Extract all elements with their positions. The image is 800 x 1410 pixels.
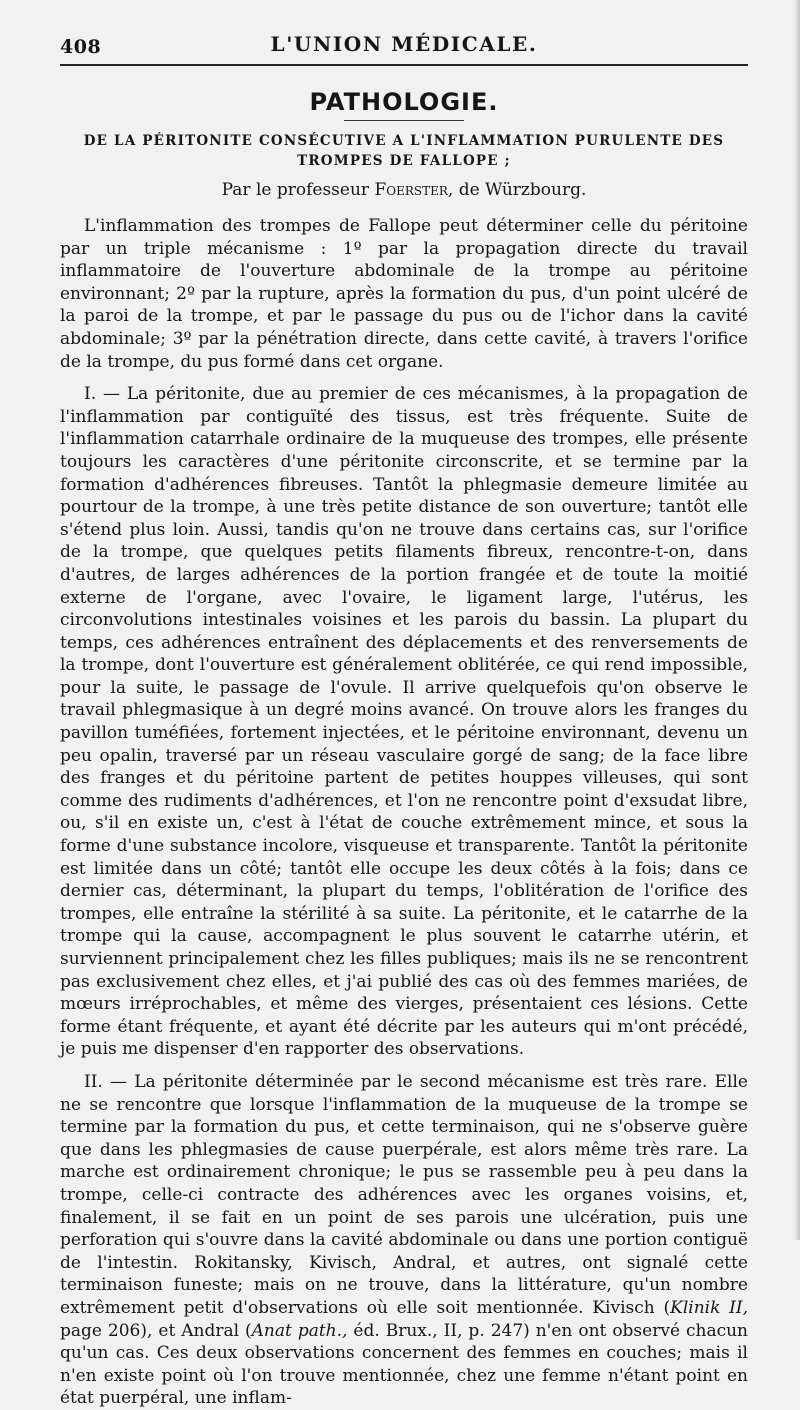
paragraph-section-2-start: II. — La péritonite déterminée par le second mécanisme est très rare. Elle ne se rencontre que lorsque l'inflammation de la muqueuse de la trompe se termine par la formation du pus, et cette terminaison, qui ne s'observe guère que dans les phlegmasies de cause puerpérale, est alors même très rare. La marche est ordinairement chronique; le pus se rassemble peu à peu dans la trompe, celle-ci contracte des adhérences avec les organes voisins, et, finalement, il se fait en un point de ses parois une ulcération, puis une perforation qui s'ouvre dans la cavité abdominale ou dans une portion contiguë de l'intestin. Rokitansky, Kivisch, Andral, et autres, ont signalé cette terminaison funeste; mais on ne trouve, dans la littérature, qu'un nombre extrêmement petit d'observations où elle soit mentionnée. Kivisch (	[60, 1071, 748, 1318]
section-title: PATHOLOGIE.	[309, 88, 499, 116]
byline	[60, 179, 748, 201]
paragraph-section-1: I. — La péritonite, due au premier de ces mécanismes, à la propagation de l'inflammation par contiguïté des tissus, est très fréquente. Suite de l'inflammation catarrhale ordinaire de la muqueuse des trompes, elle présente toujours les caractères d'une péritonite circonscrite, et se termine par la formation d'adhérences fibreuses. Tantôt la phlegmasie demeure limitée au pourtour de la trompe, à une très petite distance de son ouverture; tantôt elle s'étend plus loin. Aussi, tandis qu'on ne trouve dans certains cas, sur l'orifice de la trompe, que quelques petits filaments fibreux, rencontre-t-on, dans d'autres, de larges adhérences de la portion frangée et de toute la moitié externe de l'organe, avec l'ovaire, le ligament large, l'utérus, les circonvolutions intestinales voisines et les parois du bassin. La plupart du temps, ces adhérences entraînent des déplacements et des renversements de la trompe, dont l'ouverture est généralement oblitérée, ce qui rend impossible, pour la suite, le passage de l'ovule. Il arrive quelquefois qu'on observe le travail phlegmasique à un degré moins avancé. On trouve alors les franges du pavillon tuméfiées, fortement injectées, et le péritoine environnant, devenu un peu opalin, traversé par un réseau vasculaire gorgé de sang; de la face libre des franges et du péritoine partent de petites houppes villeuses, qui sont comme des rudiments d'adhérences, et l'on ne rencontre point d'exsudat libre, ou, s'il en existe un, c'est à l'état de couche extrêmement mince, et sous la forme d'une substance incolore, visqueuse et transparente. Tantôt la péritonite est limitée dans un côté; tantôt elle occupe les deux côtés à la fois; dans ce dernier cas, déterminant, la plupart du temps, l'oblitération de l'orifice des trompes, elle entraîne la stérilité à sa suite. La péritonite, et le catarrhe de la trompe qui la cause, accompagnent le plus souvent le catarrhe utérin, et surviennent principalement chez les filles publiques; mais ils ne se rencontrent pas exclusivement chez elles, et j'ai publié des cas où des femmes mariées, de mœurs irréprochables, et même des vierges, présentaient ces lésions. Cette forme étant fréquente, et ayant été décrite par les auteurs qui m'ont précédé, je puis me dispenser d'en rapporter des observations.	[60, 384, 748, 1060]
page-number: 408	[60, 36, 102, 58]
running-header	[60, 28, 748, 64]
author-name: Foerster	[374, 180, 448, 200]
journal-title: L'UNION MÉDICALE.	[270, 32, 538, 56]
byline-prefix: Par le professeur	[221, 180, 375, 200]
paragraph-section-2-mid: page 206), et Andral (	[60, 1320, 252, 1341]
header-rule	[60, 64, 748, 66]
paragraph-intro: L'inflammation des trompes de Fallope peut déterminer celle du péritoine par un triple mécanisme : 1º par la propagation directe du travail inflammatoire de l'ouverture abdominale de la trompe au péritoine environnant; 2º par la rupture, après la formation du pus, d'un point ulcéré de la paroi de la trompe, et par le passage du pus ou de l'ichor dans la cavité abdominale; 3º par la pénétration directe, dans cette cavité, à travers l'orifice de la trompe, du pus formé dans cet organe.	[60, 216, 748, 372]
article-title: DE LA PÉRITONITE CONSÉCUTIVE A L'INFLAMMATION PURULENTE DES TROMPES DE FALLOPE ;	[83, 133, 725, 169]
page-edge-shadow	[794, 0, 800, 1240]
citation-klinik: Klinik II,	[670, 1297, 749, 1318]
byline-suffix: , de Würzbourg.	[447, 180, 587, 200]
section-rule	[344, 120, 464, 121]
citation-anat-path: Anat path.,	[251, 1320, 348, 1341]
paragraph-section-2	[60, 1071, 748, 1410]
paragraph-section-2-end: éd. Brux., II, p. 247) n'en ont observé chacun qu'un cas. Ces deux observations concernent des femmes en couches; mais il n'en existe point où l'on trouve mentionnée, chez une femme n'étant point en état puerpéral, une inflam-	[60, 1320, 749, 1409]
